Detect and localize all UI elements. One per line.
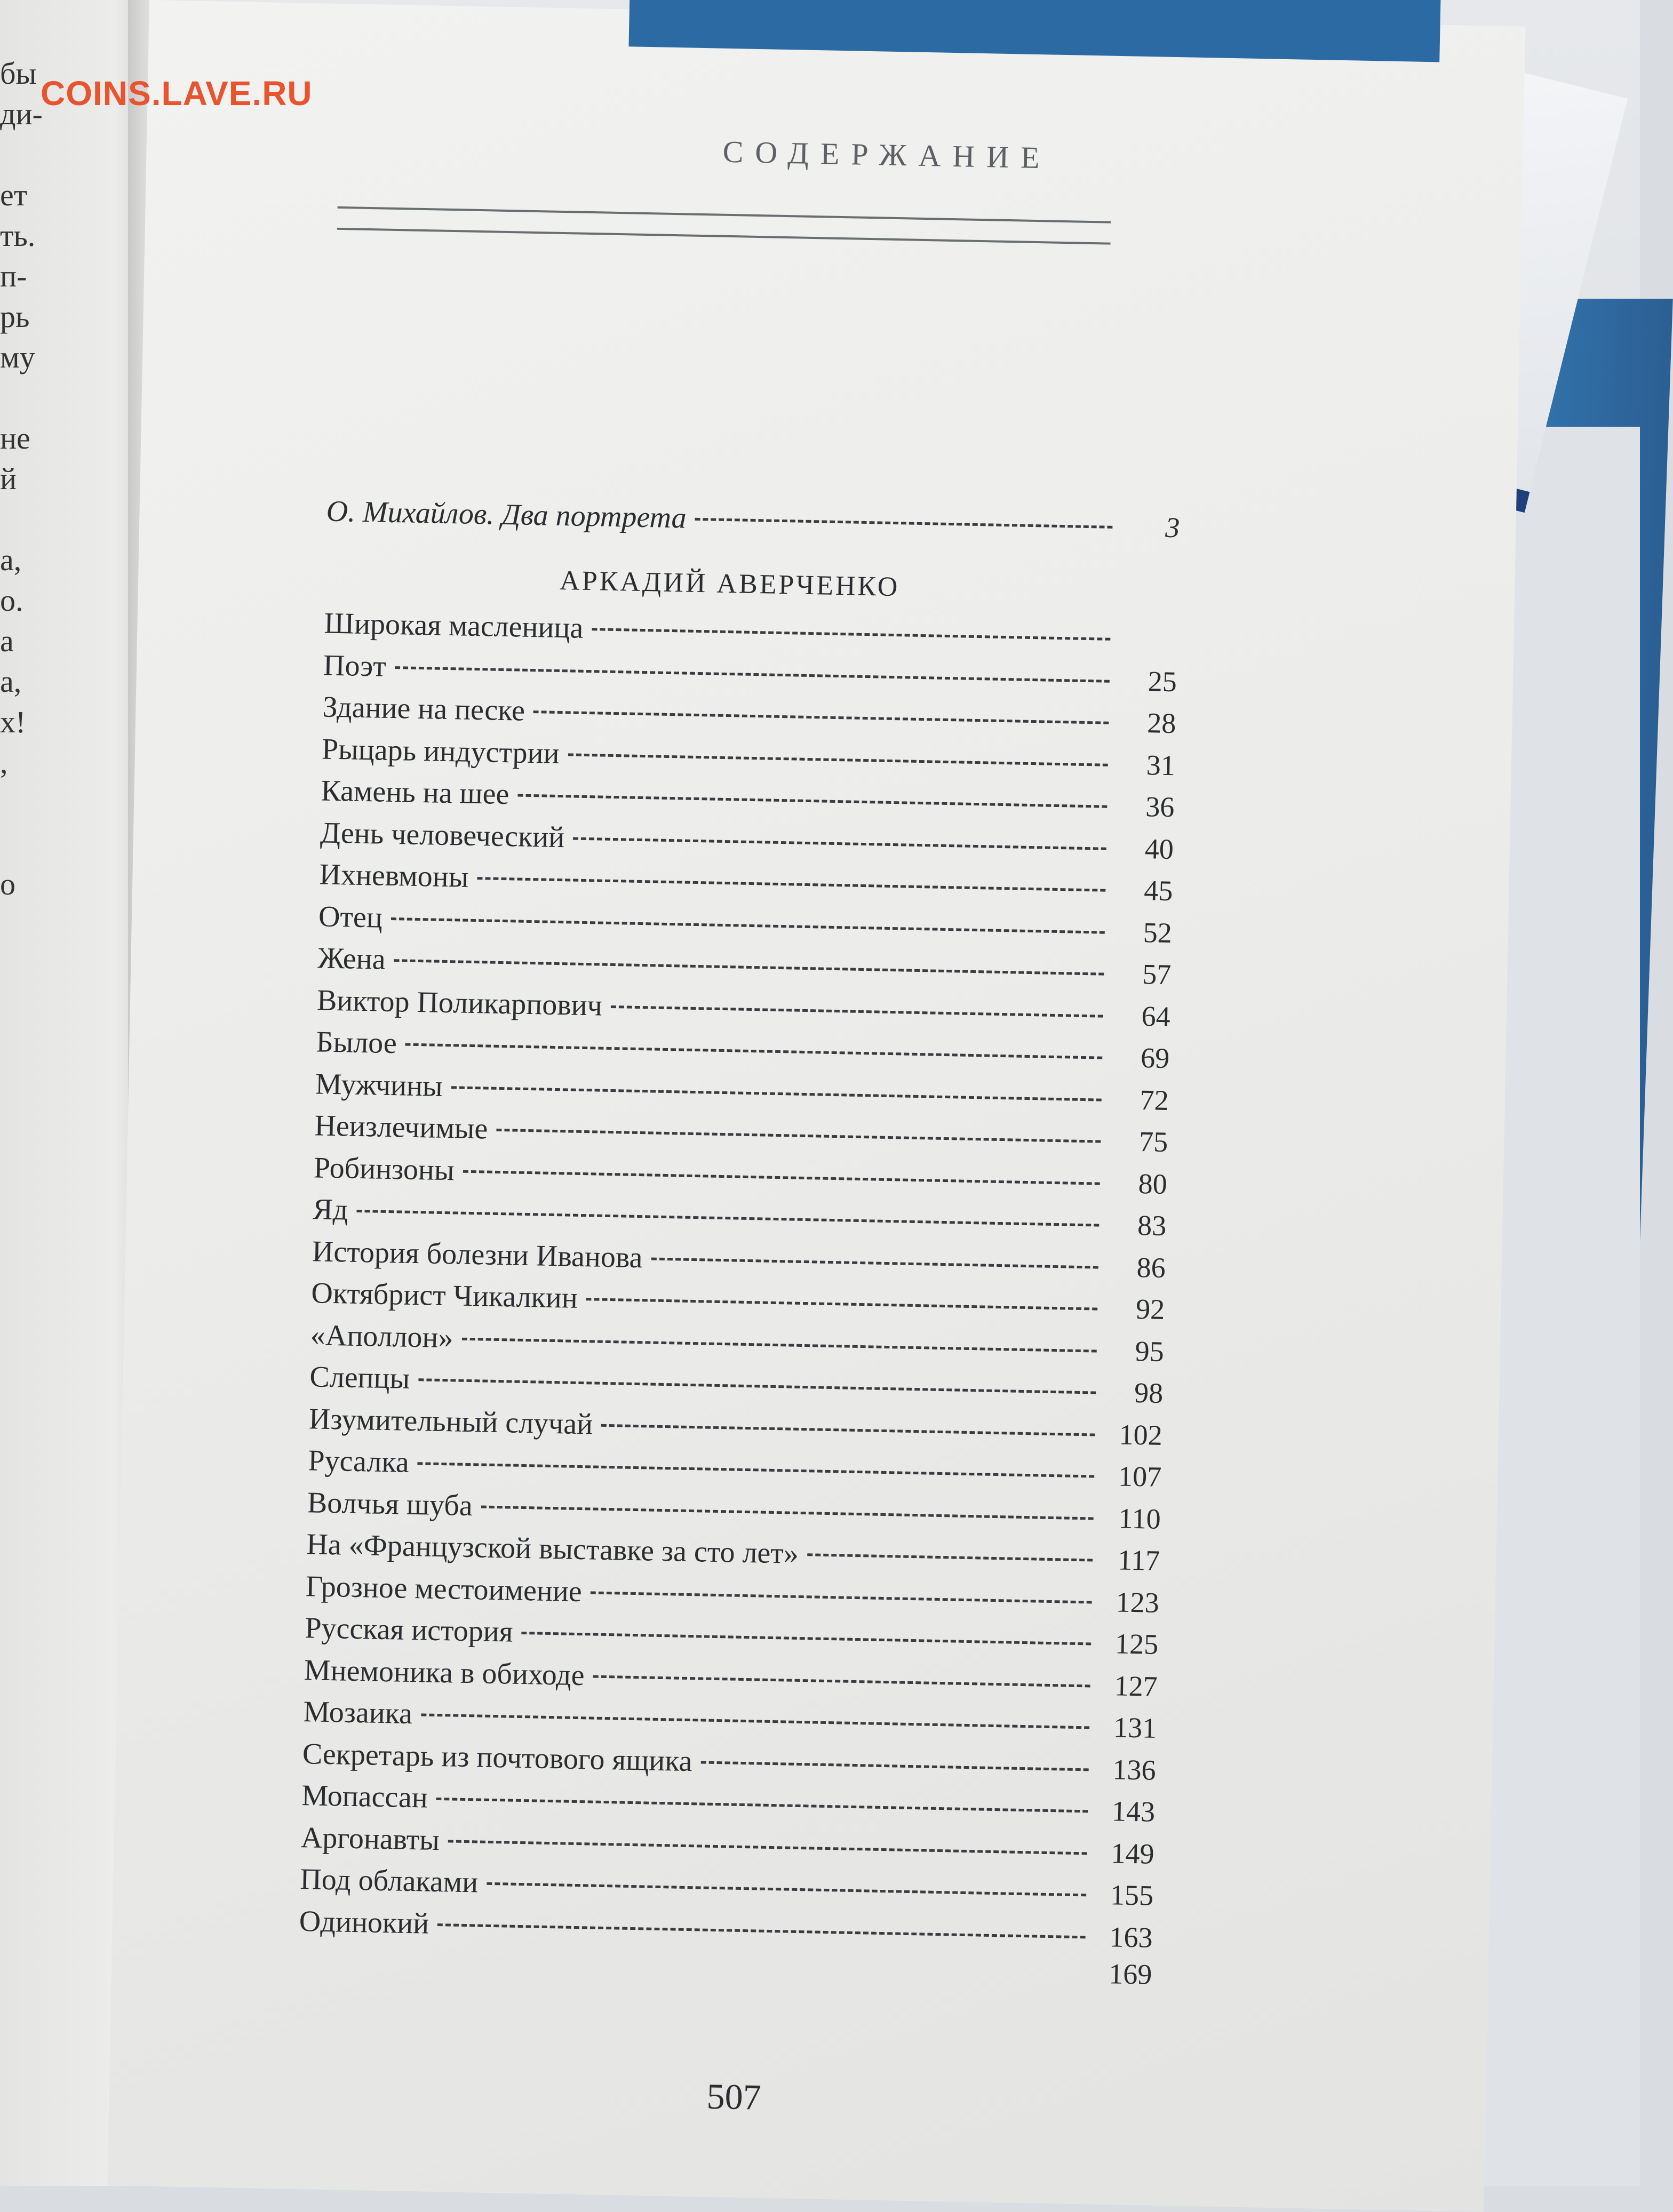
dot-leader	[421, 1713, 1089, 1729]
entry-page: 36	[1145, 790, 1175, 824]
entry-page: 86	[1136, 1251, 1166, 1284]
entry-title: Ихневмоны	[318, 858, 469, 894]
entry-title: Яд	[312, 1193, 348, 1227]
entry-page: 123	[1116, 1585, 1160, 1619]
left-page-text: бы ди- ет ть. п- рь му не й а, о. а а, х! , о	[0, 56, 43, 901]
dot-leader	[436, 1798, 1088, 1812]
entry-page: 98	[1134, 1376, 1164, 1409]
entry-page: 31	[1146, 748, 1176, 781]
entry-title: Поэт	[323, 648, 387, 683]
entry-page: 110	[1118, 1502, 1161, 1535]
entry-page: 64	[1141, 1000, 1171, 1033]
dot-leader	[586, 1298, 1098, 1310]
entry-page: 131	[1113, 1711, 1157, 1744]
trailing-page-number: 169	[1108, 1958, 1152, 1991]
dot-leader	[695, 518, 1113, 529]
entry-page	[1119, 648, 1177, 649]
entry-page: 102	[1119, 1418, 1163, 1451]
dot-leader	[418, 1378, 1096, 1394]
dot-leader	[477, 877, 1105, 892]
dot-leader	[611, 1005, 1103, 1017]
entry-page: 25	[1148, 665, 1177, 698]
entry-title: Рыцарь индустрии	[321, 732, 560, 770]
intro-title: О. Михайлов. Два портрета	[326, 494, 687, 535]
entry-page: 83	[1137, 1209, 1167, 1242]
dot-leader	[487, 1882, 1086, 1897]
entry-title: Мопассан	[301, 1779, 428, 1815]
dot-leader	[394, 959, 1104, 976]
entry-page: 75	[1138, 1125, 1168, 1159]
dot-leader	[651, 1257, 1098, 1268]
dot-leader	[418, 1462, 1095, 1478]
entry-page: 95	[1135, 1335, 1165, 1368]
dot-leader	[448, 1840, 1087, 1855]
dot-leader	[591, 1591, 1092, 1603]
intro-entry	[326, 494, 1180, 544]
entry-title: Волчья шуба	[307, 1486, 473, 1522]
dot-leader	[437, 1923, 1086, 1938]
entry-title: «Аполлон»	[310, 1318, 454, 1354]
dot-leader	[517, 794, 1107, 808]
dot-leader	[700, 1761, 1088, 1771]
entry-page: 143	[1111, 1795, 1156, 1828]
heading-rule-top	[338, 206, 1111, 223]
entry-page: 117	[1117, 1544, 1160, 1577]
dot-leader	[395, 666, 1110, 683]
dot-leader	[533, 710, 1109, 724]
entry-page: 80	[1138, 1167, 1168, 1200]
entry-page: 28	[1146, 707, 1176, 740]
dot-leader	[521, 1632, 1091, 1645]
intro-page: 3	[1165, 511, 1180, 544]
entry-page: 155	[1110, 1879, 1154, 1912]
entry-title: Изумительный случай	[308, 1402, 593, 1441]
entry-page: 40	[1144, 832, 1174, 865]
dot-leader	[461, 1337, 1096, 1352]
entry-title: Виктор Поликарпович	[316, 983, 603, 1023]
contents-page	[107, 0, 1525, 2212]
entry-title: На «Французской выставке за сто лет»	[306, 1528, 799, 1570]
table-of-contents	[299, 494, 1180, 1991]
entry-title: Октябрист Чикалкин	[310, 1276, 578, 1315]
entry-page: 45	[1143, 874, 1173, 907]
entry-page: 125	[1114, 1627, 1159, 1660]
dot-leader	[601, 1424, 1095, 1436]
section-title: АРКАДИЙ АВЕРЧЕНКО	[559, 565, 900, 603]
dot-leader	[481, 1505, 1094, 1520]
entry-title: Жена	[317, 941, 386, 976]
entry-title: Здание на песке	[322, 690, 525, 728]
dot-leader	[568, 753, 1108, 766]
entry-title: Слепцы	[309, 1360, 410, 1395]
entry-title: День человеческий	[320, 816, 565, 854]
entry-title: История болезни Иванова	[312, 1234, 643, 1274]
dot-leader	[405, 1043, 1103, 1059]
entry-title: Русалка	[307, 1444, 410, 1479]
cover-edge-strip	[628, 0, 1440, 62]
entry-title: Мнемоника в обиходе	[304, 1653, 585, 1692]
entry-title: Грозное местоимение	[305, 1569, 583, 1608]
entry-page: 163	[1109, 1920, 1153, 1954]
dot-leader	[807, 1553, 1093, 1561]
entry-title: Одинокий	[299, 1904, 429, 1941]
entry-title: Камень на шее	[321, 774, 510, 811]
entry-page: 57	[1142, 958, 1172, 991]
page-heading: СОДЕРЖАНИЕ	[722, 134, 1052, 175]
entry-title: Мозаика	[302, 1695, 413, 1731]
entry-page: 107	[1118, 1460, 1162, 1493]
entry-title: Неизлечимые	[314, 1109, 488, 1146]
entry-page: 149	[1111, 1836, 1155, 1870]
entry-title: Робинзоны	[313, 1151, 455, 1187]
page-number: 507	[706, 2075, 762, 2118]
entry-title: Отец	[318, 899, 383, 935]
dot-leader	[573, 837, 1106, 850]
entry-title: Мужчины	[315, 1067, 443, 1103]
entry-title: Былое	[315, 1025, 397, 1060]
dot-leader	[593, 1675, 1090, 1687]
dot-leader	[391, 917, 1105, 934]
dot-leader	[356, 1210, 1099, 1227]
entry-page: 127	[1114, 1669, 1158, 1703]
entry-page: 72	[1140, 1083, 1169, 1116]
entry-title: Секретарь из почтового ящика	[302, 1737, 693, 1778]
entry-page: 92	[1135, 1292, 1165, 1325]
entry-title: Аргонавты	[300, 1820, 440, 1857]
entry-page: 136	[1112, 1753, 1157, 1786]
dot-leader	[463, 1170, 1100, 1185]
watermark: COINS.LAVE.RU	[41, 74, 313, 113]
dot-leader	[451, 1086, 1102, 1101]
heading-rule-bottom	[337, 228, 1111, 245]
entry-title: Широкая масленица	[324, 606, 584, 645]
entry-page: 69	[1140, 1042, 1170, 1075]
entry-title: Под облаками	[299, 1863, 479, 1899]
dot-leader	[592, 628, 1110, 641]
dot-leader	[496, 1129, 1101, 1143]
entry-title: Русская история	[304, 1611, 514, 1649]
entry-page: 52	[1143, 916, 1173, 949]
